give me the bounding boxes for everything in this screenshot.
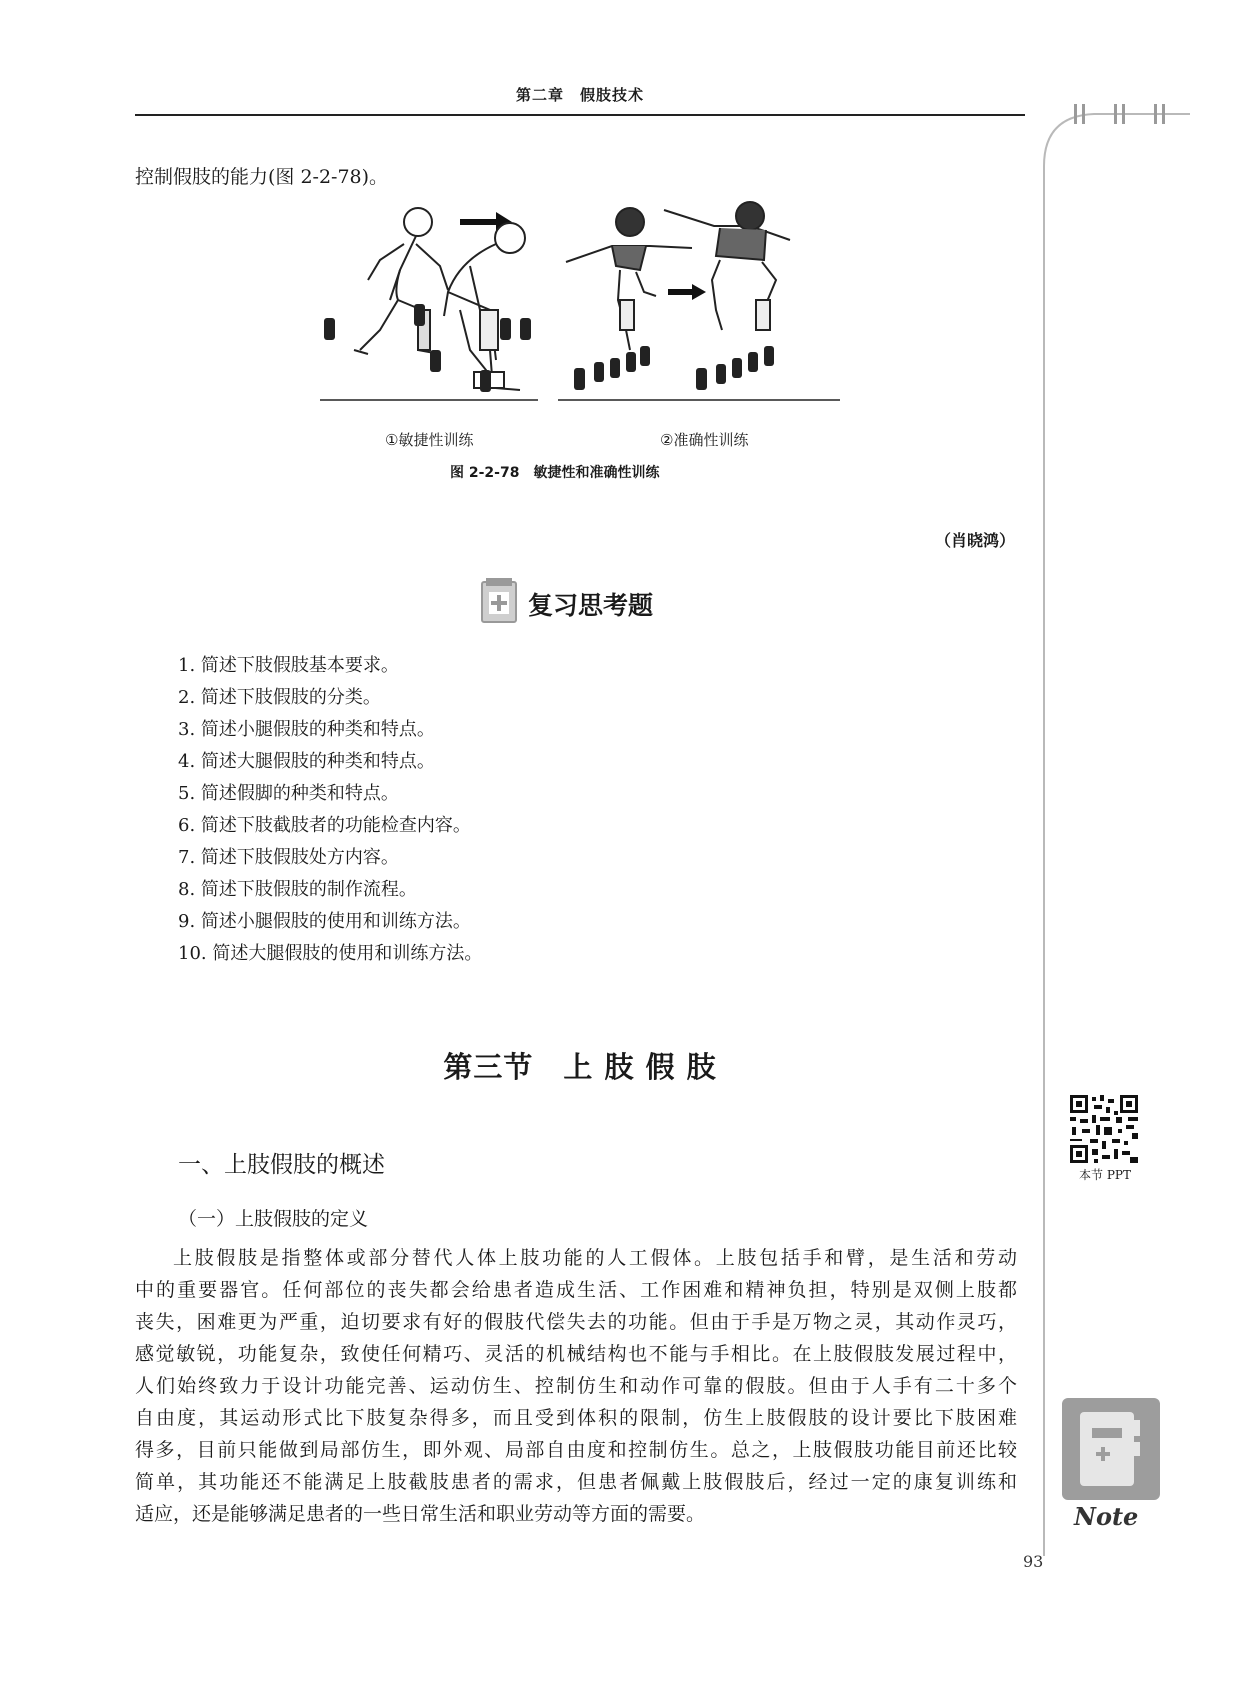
accuracy-training-illustration	[566, 202, 790, 350]
question-item: 7. 简述下肢假肢处方内容。	[178, 847, 399, 868]
question-item: 8. 简述下肢假肢的制作流程。	[178, 879, 417, 900]
paragraph-line: 中的重要器官。任何部位的丧失都会给患者造成生活、工作困难和精神负担，特别是双侧上肢都	[135, 1279, 1017, 1301]
question-item: 6. 简述下肢截肢者的功能检查内容。	[178, 815, 471, 836]
author-credit: （肖晓鸿）	[935, 531, 1016, 550]
question-item: 2. 简述下肢假肢的分类。	[178, 687, 381, 708]
clipboard-icon	[480, 578, 520, 624]
body-paragraph	[135, 1242, 1017, 1530]
paragraph-line: 简单，其功能还不能满足上肢截肢患者的需求，但患者佩戴上肢假肢后，经过一定的康复训练和	[135, 1471, 1017, 1493]
review-heading-title: 复习思考题	[528, 591, 654, 620]
qr-label: 本节 PPT	[1079, 1168, 1131, 1182]
figure-caption-agility: ①敏捷性训练	[385, 431, 474, 449]
paragraph-line: 人们始终致力于设计功能完善、运动仿生、控制仿生和动作可靠的假肢。但由于人手有二十多个	[135, 1375, 1017, 1397]
paragraph-line: 自由度，其运动形式比下肢复杂得多，而且受到体积的限制，仿生上肢假肢的设计要比下肢困难	[135, 1407, 1017, 1429]
review-question-list	[178, 650, 482, 970]
intro-text: 控制假肢的能力(图 2-2-78)。	[135, 166, 389, 188]
paragraph-line: 得多，目前只能做到局部仿生，即外观、局部自由度和控制仿生。总之，上肢假肢功能目前还比较	[135, 1439, 1017, 1461]
paragraph-line: 上肢假肢是指整体或部分替代人体上肢功能的人工假体。上肢包括手和臂，是生活和劳动	[173, 1247, 1017, 1269]
note-label: Note	[1074, 1502, 1139, 1531]
figure-title: 图 2-2-78 敏捷性和准确性训练	[450, 465, 660, 481]
running-header: 第二章 假肢技术	[515, 86, 644, 104]
section-title: 第三节 上 肢 假 肢	[443, 1050, 717, 1084]
question-item: 9. 简述小腿假肢的使用和训练方法。	[178, 911, 471, 932]
paragraph-line: 丧失，困难更为严重，迫切要求有好的假肢代偿失去的功能。但由于手是万物之灵，其动作灵巧，	[135, 1311, 1017, 1333]
question-item: 1. 简述下肢假肢基本要求。	[178, 655, 399, 676]
question-item: 4. 简述大腿假肢的种类和特点。	[178, 751, 435, 772]
figure-caption-accuracy: ②准确性训练	[660, 431, 749, 449]
qr-code-icon[interactable]	[1068, 1093, 1140, 1165]
subheading-overview: 一、上肢假肢的概述	[178, 1152, 385, 1178]
subheading-definition: （一）上肢假肢的定义	[178, 1208, 369, 1230]
training-figure	[320, 200, 840, 440]
page-number: 93	[1023, 1552, 1044, 1571]
paragraph-line: 感觉敏锐，功能复杂，致使任何精巧、灵活的机械结构也不能与手相比。在上肢假肢发展过程中，	[135, 1343, 1017, 1365]
paragraph-line: 适应，还是能够满足患者的一些日常生活和职业劳动等方面的需要。	[135, 1503, 706, 1525]
question-item: 10. 简述大腿假肢的使用和训练方法。	[178, 943, 483, 964]
accuracy-cones	[574, 346, 774, 390]
header-rule	[135, 114, 1025, 116]
question-item: 5. 简述假脚的种类和特点。	[178, 783, 399, 804]
question-item: 3. 简述小腿假肢的种类和特点。	[178, 719, 435, 740]
note-icon	[1062, 1398, 1160, 1500]
margin-decoration	[1040, 96, 1190, 1556]
